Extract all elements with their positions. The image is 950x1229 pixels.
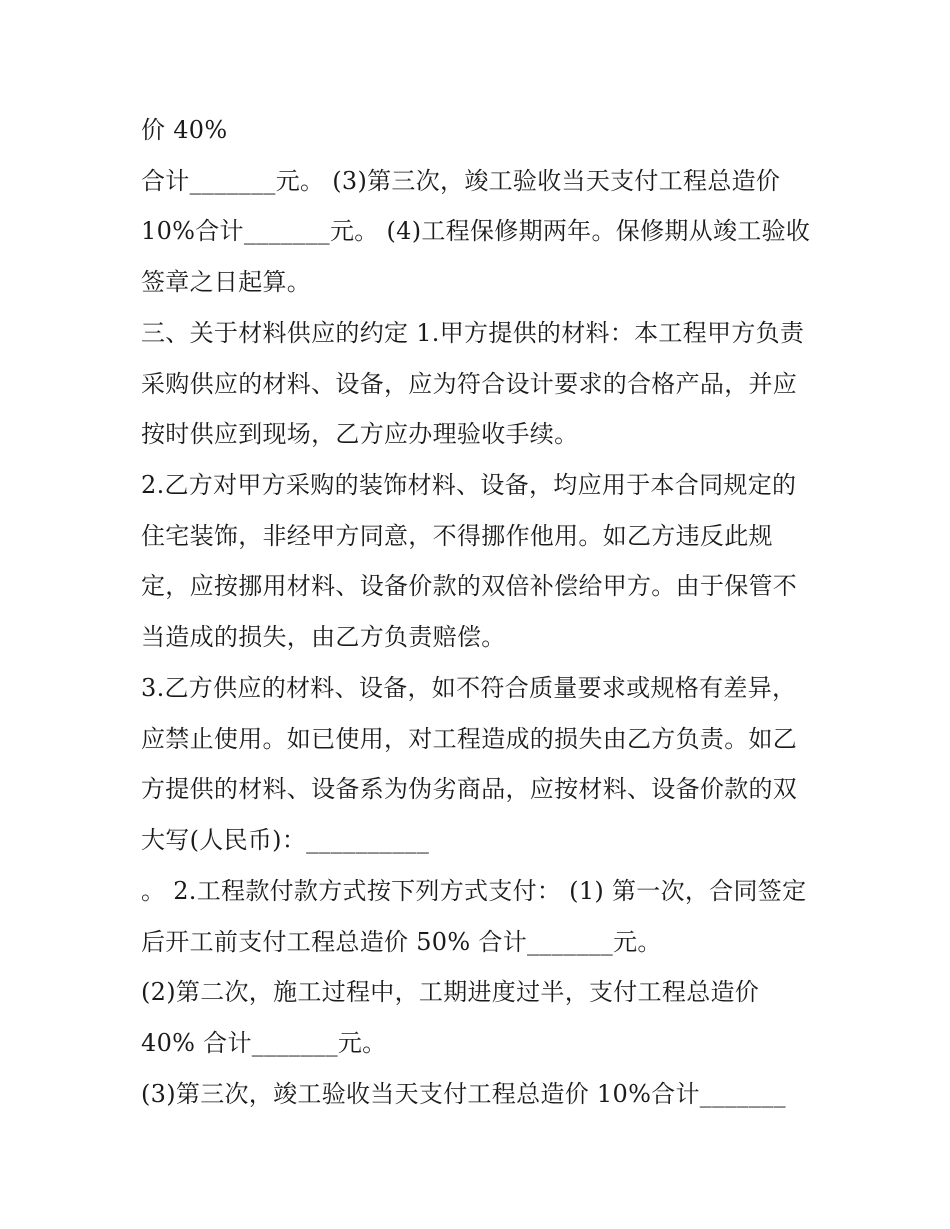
text-line: 。 2.工程款付款方式按下列方式支付： (1) 第一次，合同签定 [141,877,807,905]
text-line: 定，应按挪用材料、设备价款的双倍补偿给甲方。由于保管不 [141,572,798,600]
text-line: 方提供的材料、设备系为伪劣商品，应按材料、设备价款的双 [141,775,798,803]
text-line: 合计_______元。 (3)第三次，竣工验收当天支付工程总造价 [141,167,781,195]
text-line: 按时供应到现场，乙方应办理验收手续。 [141,420,579,448]
text-line: 应禁止使用。如已使用，对工程造成的损失由乙方负责。如乙 [141,725,798,753]
text-line: 40% 合计_______元。 [141,1029,387,1057]
text-line: 3.乙方供应的材料、设备，如不符合质量要求或规格有差异， [141,674,797,702]
text-line: 签章之日起算。 [141,268,312,296]
text-line: (2)第二次，施工过程中，工期进度过半，支付工程总造价 [141,978,760,1006]
text-line: (3)第三次，竣工验收当天支付工程总造价 10%合计_______ [141,1080,786,1108]
text-line: 三、关于材料供应的约定 1.甲方提供的材料：本工程甲方负责 [141,319,805,347]
text-line: 2.乙方对甲方采购的装饰材料、设备，均应用于本合同规定的 [141,471,797,499]
text-line: 住宅装饰，非经甲方同意，不得挪作他用。如乙方违反此规 [141,522,773,550]
text-line: 采购供应的材料、设备，应为符合设计要求的合格产品，并应 [141,370,798,398]
text-line: 大写(人民币)：__________ [141,826,430,854]
text-line: 当造成的损失，由乙方负责赔偿。 [141,623,506,651]
text-line: 后开工前支付工程总造价 50% 合计_______元。 [141,928,662,956]
text-line: 10%合计_______元。 (4)工程保修期两年。保修期从竣工验收 [141,217,811,245]
text-line: 价 40% [141,116,228,144]
